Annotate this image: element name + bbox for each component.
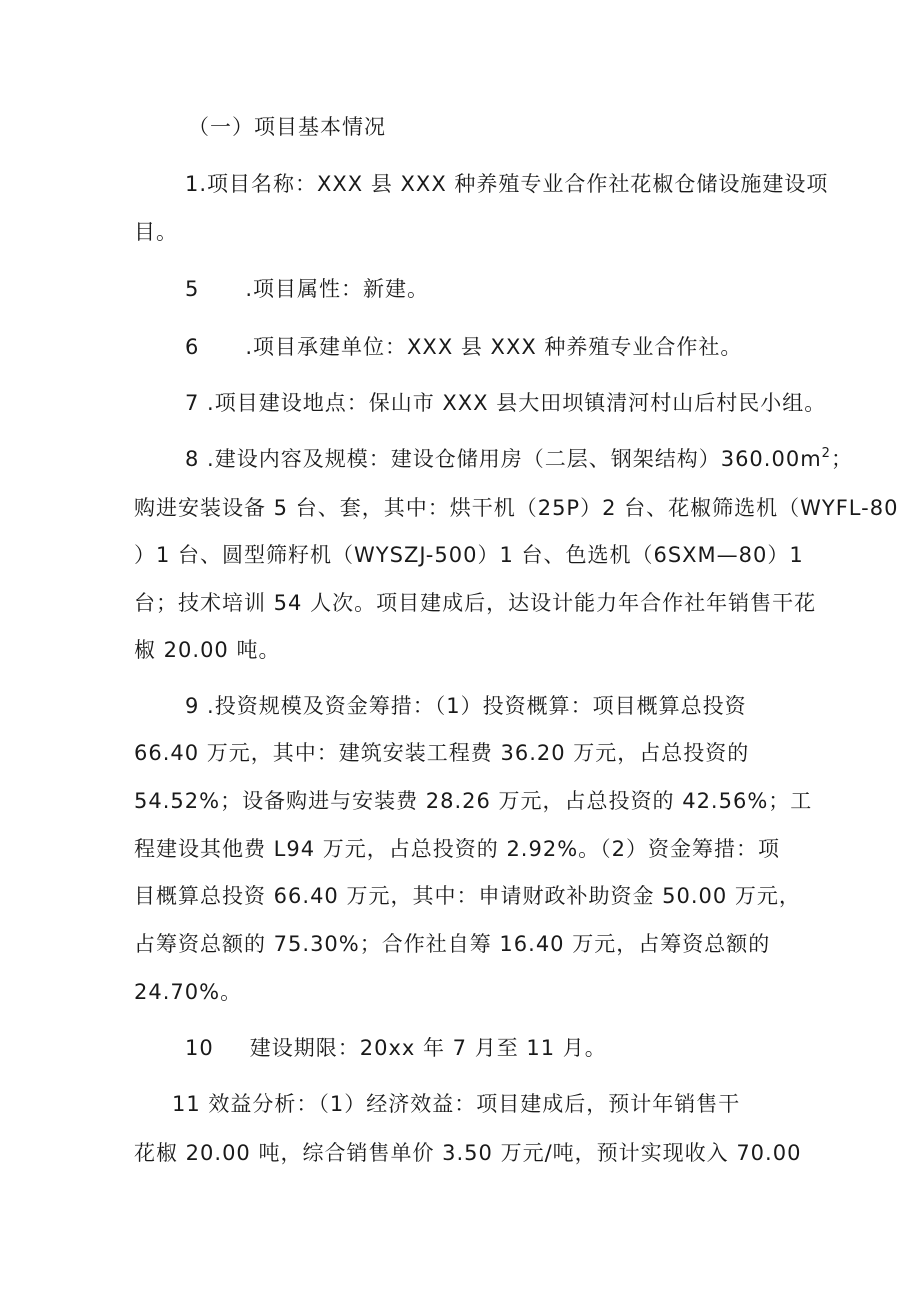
area-superscript: 2 (821, 446, 831, 461)
item-investment-line-4: 程建设其他费 L94 万元，占总投资的 2.92%。（2）资金筹措：项 (134, 837, 781, 861)
item-contractor-text: .项目承建单位：XXX 县 XXX 种养殖专业合作社。 (245, 335, 743, 359)
item-attribute (185, 275, 429, 303)
item-investment-line-3: 54.52%；设备购进与安装费 28.26 万元，占总投资的 42.56%；工 (134, 789, 813, 813)
item-attribute-text: .项目属性：新建。 (245, 277, 430, 301)
item-benefit-line-2: 花椒 20.00 吨，综合销售单价 3.50 万元/吨，预计实现收入 70.00 (134, 1141, 802, 1165)
item-content-line-3: ）1 台、圆型筛籽机（WYSZJ-500）1 台、色选机（6SXM—80）1 (134, 543, 804, 567)
section-heading: （一）项目基本情况 (188, 115, 386, 139)
item-benefit-line-1: 11 效益分析：（1）经济效益：项目建成后，预计年销售干 (172, 1092, 741, 1116)
item-period-text: 建设期限：20xx 年 7 月至 11 月。 (249, 1036, 607, 1060)
item-name-line-1: 1.项目名称：XXX 县 XXX 种养殖专业合作社花椒仓储设施建设项 (185, 172, 829, 196)
item-contractor-number: 6 (185, 335, 200, 359)
item-location: 7 .项目建设地点：保山市 XXX 县大田坝镇清河村山后村民小组。 (185, 391, 827, 415)
item-name-line-2: 目。 (134, 220, 178, 244)
item-content-line-2: 购进安装设备 5 台、套，其中：烘干机（25P）2 台、花椒筛选机（WYFL-80 (134, 496, 899, 520)
item-attribute-number: 5 (185, 277, 200, 301)
item-content-line-5: 椒 20.00 吨。 (134, 638, 281, 662)
item-contractor (185, 333, 742, 361)
item-period (185, 1034, 607, 1062)
item-period-number: 10 (185, 1036, 214, 1060)
item-investment-line-7: 24.70%。 (134, 980, 243, 1004)
item-content-line-4: 台；技术培训 54 人次。项目建成后，达设计能力年合作社年销售干花 (134, 591, 817, 615)
item-investment-line-5: 目概算总投资 66.40 万元，其中：申请财政补助资金 50.00 万元， (134, 884, 801, 908)
item-investment-line-1: 9 .投资规模及资金筹措：（1）投资概算：项目概算总投资 (185, 694, 747, 718)
item-investment-line-2: 66.40 万元，其中：建筑安装工程费 36.20 万元，占总投资的 (134, 741, 750, 765)
item-content-end: ； (830, 447, 853, 471)
item-content-line-1 (185, 445, 853, 473)
item-investment-line-6: 占筹资总额的 75.30%；合作社自筹 16.40 万元，占筹资总额的 (134, 932, 771, 956)
item-content-text: 8 .建设内容及规模：建设仓储用房（二层、钢架结构）360.00m (185, 447, 822, 471)
